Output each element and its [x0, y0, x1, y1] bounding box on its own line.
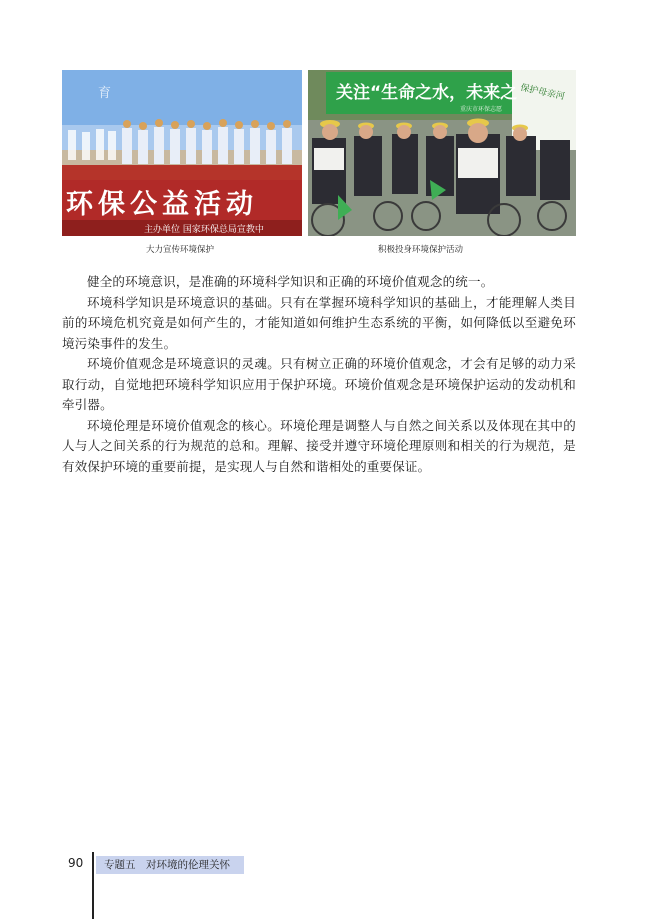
- svg-text:重庆市环保志愿: 重庆市环保志愿: [460, 106, 503, 113]
- green-banner-text: 关注“生命之水，未来之: [336, 83, 518, 103]
- photo-cycling-activity: [308, 70, 576, 236]
- body-text: [62, 272, 576, 477]
- photo-environmental-publicity: [62, 70, 302, 236]
- svg-text:育: 育: [98, 86, 112, 101]
- paragraph: 环境伦理是环境价值观念的核心。环境伦理是调整人与自然之间关系以及体现在其中的人与人之间关系的行为规范的总和。理解、接受并遵守环境伦理原则和相关的行为规范，是有效保护环境的重要前提，是实现人与自然和谐相处的重要保证。: [62, 417, 576, 474]
- banner-subtext: 主办单位 国家环保总局宣教中: [144, 225, 264, 235]
- flag-text: 保护母亲河: [519, 83, 566, 103]
- photo-caption-left: 大力宣传环境保护: [146, 245, 215, 255]
- page-number: 90: [68, 856, 84, 870]
- banner-text: 环保公益活动: [66, 189, 258, 220]
- footer-divider: [92, 852, 94, 919]
- chapter-label: 专题五 对环境的伦理关怀: [96, 856, 244, 874]
- paragraph: 环境价值观念是环境意识的灵魂。只有树立正确的环境价值观念，才会有足够的动力采取行动，自觉地把环境科学知识应用于保护环境。环境价值观念是环境保护运动的发动机和牵引器。: [62, 356, 576, 412]
- paragraph: 健全的环境意识，是准确的环境科学知识和正确的环境价值观念的统一。: [87, 274, 494, 289]
- paragraph: 环境科学知识是环境意识的基础。只有在掌握环境科学知识的基础上，才能理解人类目前的环境危机究竟是如何产生的，才能知道如何维护生态系统的平衡，如何降低以至避免环境污染事件的发生。: [62, 294, 576, 351]
- photo-caption-right: 积极投身环境保护活动: [378, 245, 464, 255]
